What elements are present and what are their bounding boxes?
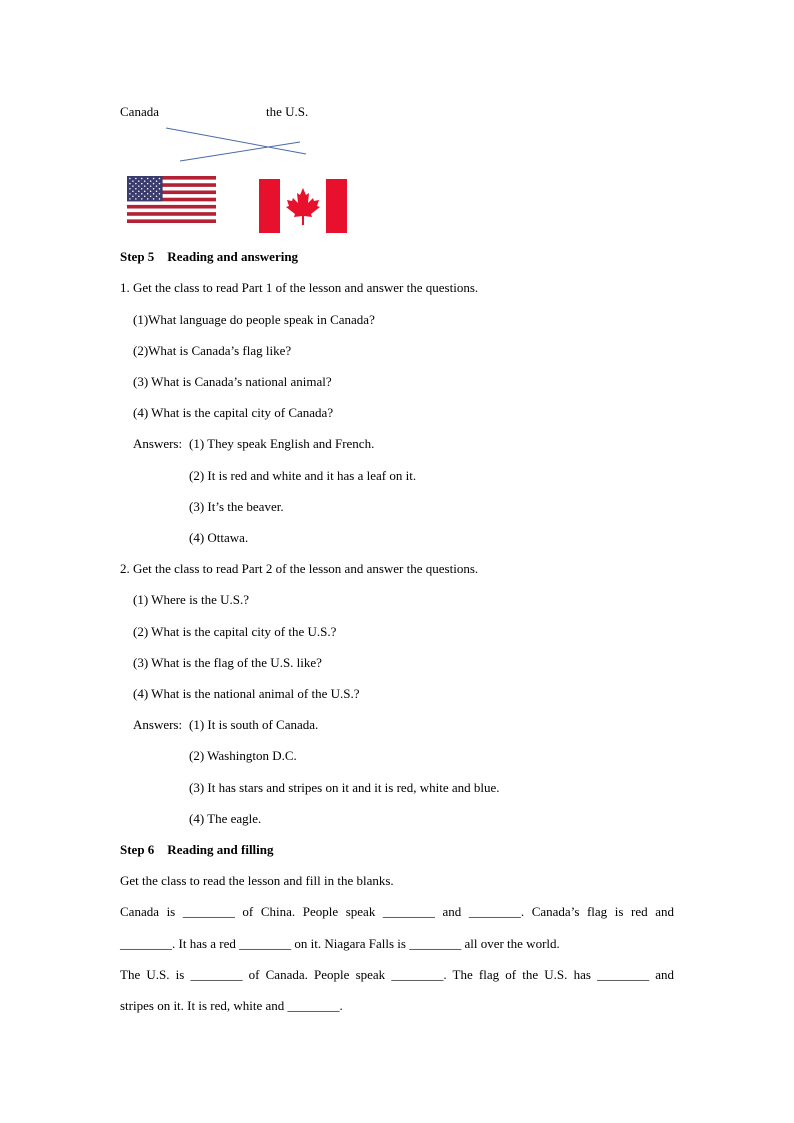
part1-answers-label: Answers: <box>133 436 183 451</box>
part2-answer-4: (4) The eagle. <box>189 811 262 826</box>
flag-star <box>132 180 133 182</box>
flag-star <box>144 185 145 187</box>
part1-answer-1: (1) They speak English and French. <box>189 436 375 451</box>
flag-star <box>135 198 136 200</box>
flag-star <box>150 190 151 192</box>
flag-star <box>159 178 160 180</box>
flag-star <box>141 188 142 190</box>
part1-question-1: (1)What language do people speak in Canada? <box>133 312 375 327</box>
flag-star <box>135 193 136 195</box>
flag-star <box>147 193 148 195</box>
match-line-1 <box>166 128 306 154</box>
flag-star <box>129 178 130 180</box>
flag-star <box>132 190 133 192</box>
flag-star <box>129 193 130 195</box>
canada-flag-image <box>259 179 347 233</box>
flag-star <box>150 180 151 182</box>
flag-star <box>135 188 136 190</box>
part2-answer-1: (1) It is south of Canada. <box>189 717 319 732</box>
flag-star <box>156 190 157 192</box>
flag-star <box>129 198 130 200</box>
match-label-us: the U.S. <box>266 104 309 119</box>
step6-instruction: Get the class to read the lesson and fill in the blanks. <box>120 873 394 888</box>
flag-star <box>144 196 145 198</box>
flag-star <box>141 193 142 195</box>
flag-star <box>159 198 160 200</box>
flag-star <box>147 183 148 185</box>
part2-answer-2: (2) Washington D.C. <box>189 748 297 763</box>
flag-star <box>153 188 154 190</box>
flag-star <box>159 193 160 195</box>
flag-star <box>141 178 142 180</box>
flag-star <box>153 183 154 185</box>
step5-heading: Step 5 Reading and answering <box>120 249 299 264</box>
flag-star <box>147 198 148 200</box>
flag-star <box>129 183 130 185</box>
part2-answer-3: (3) It has stars and stripes on it and it is red, white and blue. <box>189 780 500 795</box>
flag-star <box>138 185 139 187</box>
match-label-canada: Canada <box>120 104 159 119</box>
part2-question-3: (3) What is the flag of the U.S. like? <box>133 655 322 670</box>
flag-star <box>135 183 136 185</box>
part1-question-4: (4) What is the capital city of Canada? <box>133 405 334 420</box>
flag-star <box>132 196 133 198</box>
step6-heading: Step 6 Reading and filling <box>120 842 274 857</box>
flag-star <box>129 188 130 190</box>
flag-star <box>132 185 133 187</box>
us-flag-image <box>127 176 216 223</box>
part2-question-2: (2) What is the capital city of the U.S.? <box>133 624 337 639</box>
flag-star <box>156 180 157 182</box>
flag-star <box>156 185 157 187</box>
flag-star <box>159 183 160 185</box>
part1-answer-4: (4) Ottawa. <box>189 530 249 545</box>
flag-star <box>153 178 154 180</box>
match-line-2 <box>180 142 300 161</box>
matching-lines <box>160 124 310 168</box>
flag-star <box>138 190 139 192</box>
flag-star <box>138 196 139 198</box>
flag-star <box>153 193 154 195</box>
flag-star <box>147 178 148 180</box>
part2-question-4: (4) What is the national animal of the U.S.? <box>133 686 360 701</box>
fill-paragraph-1-line-1: Canada is ________ of China. People speak ________ and ________. Canada’s flag is red and <box>120 904 674 919</box>
part1-instruction: 1. Get the class to read Part 1 of the lesson and answer the questions. <box>120 280 479 295</box>
part2-answers-label: Answers: <box>133 717 183 732</box>
part1-answer-2: (2) It is red and white and it has a leaf on it. <box>189 468 417 483</box>
part1-question-2: (2)What is Canada’s flag like? <box>133 343 292 358</box>
flag-star <box>150 196 151 198</box>
part1-question-3: (3) What is Canada’s national animal? <box>133 374 332 389</box>
flag-star <box>150 185 151 187</box>
part1-answer-3: (3) It’s the beaver. <box>189 499 284 514</box>
flag-star <box>153 198 154 200</box>
fill-paragraph-2-line-1: The U.S. is ________ of Canada. People speak ________. The flag of the U.S. has ________ and <box>120 967 674 982</box>
flag-star <box>141 183 142 185</box>
fill-paragraph-2-line-2: stripes on it. It is red, white and ________. <box>120 998 343 1013</box>
part2-question-1: (1) Where is the U.S.? <box>133 592 250 607</box>
fill-paragraph-1-line-2: ________. It has a red ________ on it. Niagara Falls is ________ all over the world. <box>120 936 560 951</box>
flag-star <box>156 196 157 198</box>
part2-instruction: 2. Get the class to read Part 2 of the lesson and answer the questions. <box>120 561 479 576</box>
flag-star <box>138 180 139 182</box>
flag-star <box>147 188 148 190</box>
flag-star <box>135 178 136 180</box>
flag-star <box>159 188 160 190</box>
flag-star <box>141 198 142 200</box>
flag-star <box>144 190 145 192</box>
flag-star <box>144 180 145 182</box>
